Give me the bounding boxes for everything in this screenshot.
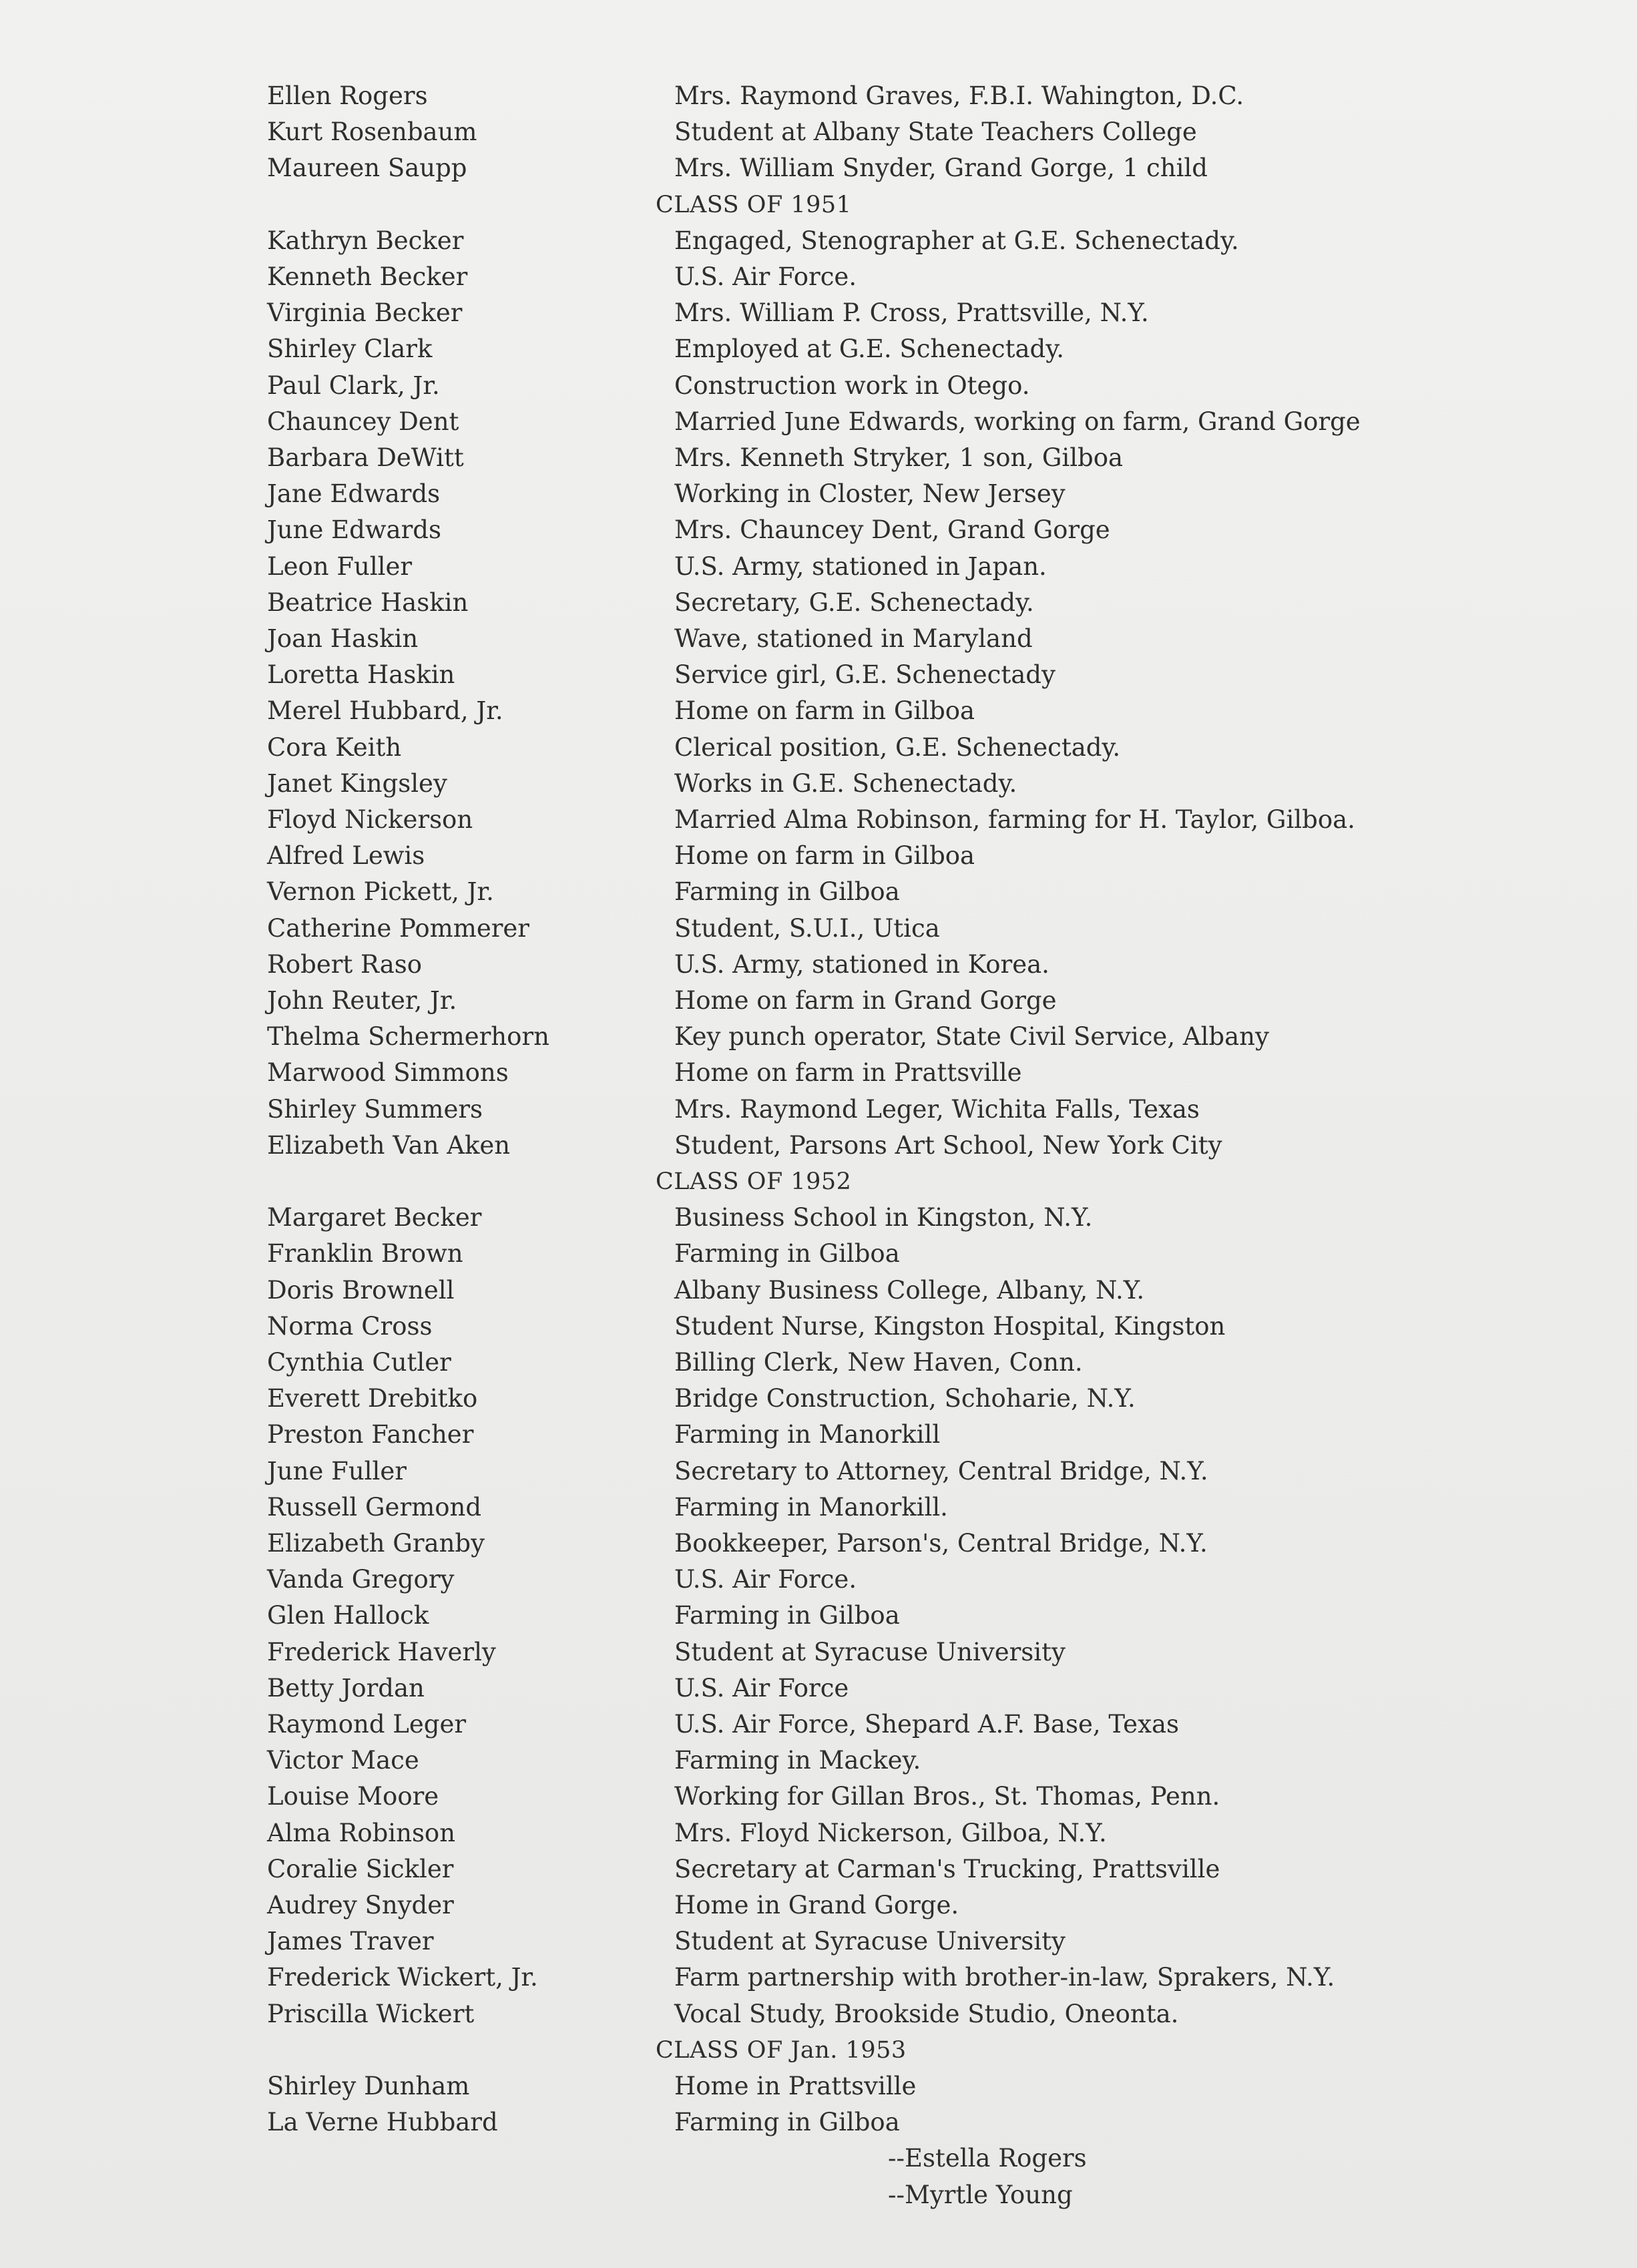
- graduate-name: Raymond Leger: [267, 1710, 467, 1739]
- graduate-status: Works in G.E. Schenectady.: [674, 768, 1017, 798]
- list-item: [0, 1200, 1637, 1236]
- graduate-name: Cora Keith: [267, 732, 402, 762]
- graduate-name: Franklin Brown: [267, 1239, 463, 1269]
- graduate-name: June Edwards: [267, 515, 441, 545]
- graduate-name: Leon Fuller: [267, 551, 413, 581]
- list-item: [0, 1923, 1637, 1960]
- graduate-status: Married June Edwards, working on farm, Grand Gorge: [674, 407, 1361, 436]
- graduate-name: Shirley Summers: [267, 1094, 483, 1124]
- graduate-name: Robert Raso: [267, 949, 423, 979]
- list-item: [0, 2104, 1637, 2140]
- graduate-status: U.S. Army, stationed in Korea.: [674, 949, 1049, 979]
- graduate-name: Victor Mace: [267, 1746, 419, 1775]
- list-item: [0, 404, 1637, 440]
- graduate-name: Merel Hubbard, Jr.: [267, 696, 503, 726]
- list-item: [0, 1490, 1637, 1526]
- list-item: [0, 1381, 1637, 1417]
- graduate-status: Secretary to Attorney, Central Bridge, N.Y.: [674, 1456, 1208, 1486]
- list-item: [0, 1345, 1637, 1381]
- graduate-status: Home in Grand Gorge.: [674, 1891, 959, 1919]
- graduate-status: Albany Business College, Albany, N.Y.: [674, 1275, 1145, 1305]
- list-item: [0, 730, 1637, 766]
- list-item: [0, 1670, 1637, 1707]
- list-item: [0, 549, 1637, 585]
- list-item: [0, 1273, 1637, 1309]
- graduate-name: Vernon Pickett, Jr.: [267, 877, 494, 907]
- list-item: [0, 1815, 1637, 1851]
- list-item: [0, 1453, 1637, 1490]
- graduate-status: Mrs. William Snyder, Grand Gorge, 1 child: [674, 154, 1208, 183]
- graduate-status: Employed at G.E. Schenectady.: [674, 334, 1064, 364]
- list-item: [0, 657, 1637, 693]
- graduate-status: Student, S.U.I., Utica: [674, 913, 940, 943]
- graduate-name: Margaret Becker: [267, 1203, 482, 1232]
- graduate-name: Shirley Clark: [267, 334, 433, 364]
- graduate-name: Catherine Pommerer: [267, 913, 529, 943]
- list-item: [0, 1055, 1637, 1091]
- graduate-status: U.S. Air Force.: [674, 1565, 857, 1594]
- graduate-status: Mrs. Raymond Graves, F.B.I. Wahington, D.C.: [674, 81, 1244, 110]
- graduate-name: Floyd Nickerson: [267, 805, 473, 834]
- list-item: [0, 1417, 1637, 1453]
- graduate-status: Mrs. William P. Cross, Prattsville, N.Y.: [674, 298, 1149, 328]
- graduate-name: Everett Drebitko: [267, 1384, 478, 1413]
- list-item: [0, 947, 1637, 983]
- graduate-name: Norma Cross: [267, 1311, 433, 1341]
- graduate-name: Frederick Wickert, Jr.: [267, 1963, 538, 1992]
- graduate-status: Student Nurse, Kingston Hospital, Kingston: [674, 1311, 1226, 1341]
- graduate-status: Farming in Gilboa: [674, 2108, 900, 2137]
- graduate-status: Service girl, G.E. Schenectady: [674, 660, 1056, 690]
- graduate-status: Secretary at Carman's Trucking, Prattsville: [674, 1854, 1220, 1883]
- graduate-status: Bookkeeper, Parson's, Central Bridge, N.Y.: [674, 1529, 1208, 1558]
- graduate-status: Home in Prattsville: [674, 2072, 917, 2100]
- list-item: [0, 585, 1637, 621]
- graduate-status: Mrs. Kenneth Stryker, 1 son, Gilboa: [674, 443, 1124, 472]
- graduate-name: June Fuller: [267, 1456, 407, 1486]
- list-item: [0, 2068, 1637, 2104]
- list-item: [0, 1996, 1637, 2032]
- graduate-name: Cynthia Cutler: [267, 1348, 451, 1377]
- graduate-status: Student at Syracuse University: [674, 1637, 1066, 1666]
- graduate-name: Elizabeth Granby: [267, 1529, 485, 1558]
- list-item: [0, 295, 1637, 331]
- list-item: [0, 78, 1637, 114]
- graduate-name: Virginia Becker: [267, 298, 463, 328]
- graduate-name: Maureen Saupp: [267, 154, 467, 183]
- list-item: [0, 802, 1637, 838]
- graduate-status: Home on farm in Grand Gorge: [674, 986, 1057, 1015]
- graduate-name: John Reuter, Jr.: [267, 986, 457, 1015]
- list-item: [0, 1526, 1637, 1562]
- list-item: [0, 766, 1637, 802]
- graduate-status: Key punch operator, State Civil Service, Albany: [674, 1022, 1269, 1052]
- graduate-name: Preston Fancher: [267, 1420, 474, 1449]
- graduate-name: Barbara DeWitt: [267, 443, 464, 472]
- list-item: [0, 693, 1637, 729]
- graduate-status: Engaged, Stenographer at G.E. Schenectady.: [674, 226, 1239, 255]
- graduate-status: Mrs. Floyd Nickerson, Gilboa, N.Y.: [674, 1818, 1107, 1847]
- graduate-name: Kenneth Becker: [267, 262, 468, 291]
- graduate-name: Priscilla Wickert: [267, 1999, 475, 2028]
- graduate-name: Joan Haskin: [267, 624, 419, 653]
- graduate-name: Doris Brownell: [267, 1275, 455, 1305]
- graduate-status: Working in Closter, New Jersey: [674, 479, 1066, 509]
- graduate-status: U.S. Army, stationed in Japan.: [674, 551, 1047, 581]
- graduate-status: Farming in Gilboa: [674, 877, 900, 907]
- list-item: [0, 1887, 1637, 1923]
- graduate-name: Louise Moore: [267, 1782, 439, 1811]
- graduate-name: Glen Hallock: [267, 1601, 429, 1630]
- list-item: [0, 874, 1637, 910]
- graduate-status: Mrs. Raymond Leger, Wichita Falls, Texas: [674, 1094, 1200, 1124]
- graduate-name: Elizabeth Van Aken: [267, 1130, 511, 1160]
- graduate-name: Thelma Schermerhorn: [267, 1022, 549, 1052]
- list-item: [0, 440, 1637, 476]
- list-item: [0, 1960, 1637, 1996]
- list-item: [0, 838, 1637, 874]
- list-item: [0, 1779, 1637, 1815]
- list-item: [0, 1128, 1637, 1164]
- graduate-status: Bridge Construction, Schoharie, N.Y.: [674, 1384, 1136, 1413]
- graduate-status: Student at Albany State Teachers College: [674, 118, 1197, 147]
- list-item: [0, 1598, 1637, 1634]
- graduate-status: Business School in Kingston, N.Y.: [674, 1203, 1093, 1232]
- graduate-status: Married Alma Robinson, farming for H. Taylor, Gilboa.: [674, 805, 1355, 834]
- graduate-status: Farming in Mackey.: [674, 1746, 921, 1775]
- graduate-status: Clerical position, G.E. Schenectady.: [674, 732, 1121, 762]
- graduate-status: U.S. Air Force.: [674, 262, 857, 291]
- graduate-name: Chauncey Dent: [267, 407, 459, 436]
- graduate-status: Home on farm in Prattsville: [674, 1058, 1022, 1088]
- graduate-name: Shirley Dunham: [267, 2072, 470, 2100]
- list-item: [0, 368, 1637, 404]
- list-item: [0, 1743, 1637, 1779]
- list-item: [0, 259, 1637, 295]
- graduate-name: Alma Robinson: [267, 1818, 456, 1847]
- graduate-status: U.S. Air Force, Shepard A.F. Base, Texas: [674, 1710, 1179, 1739]
- list-item: [0, 1634, 1637, 1670]
- list-item: [0, 983, 1637, 1019]
- list-item: [0, 331, 1637, 367]
- graduate-status: Student at Syracuse University: [674, 1927, 1066, 1956]
- list-item: [0, 1562, 1637, 1598]
- graduate-name: Kathryn Becker: [267, 226, 464, 255]
- list-item: [0, 1092, 1637, 1128]
- graduate-status: Home on farm in Gilboa: [674, 841, 975, 871]
- graduate-name: Kurt Rosenbaum: [267, 118, 477, 147]
- graduate-name: Loretta Haskin: [267, 660, 455, 690]
- graduate-name: Ellen Rogers: [267, 81, 428, 110]
- graduate-name: Alfred Lewis: [267, 841, 425, 871]
- class-heading: CLASS OF 1952: [656, 1168, 852, 1195]
- list-item: [0, 1236, 1637, 1272]
- graduate-status: Construction work in Otego.: [674, 371, 1030, 400]
- graduate-status: Farming in Gilboa: [674, 1601, 900, 1630]
- graduate-status: Vocal Study, Brookside Studio, Oneonta.: [674, 1999, 1179, 2028]
- list-item: [0, 1851, 1637, 1887]
- list-item: [0, 1707, 1637, 1743]
- list-item: [0, 911, 1637, 947]
- signature: --Myrtle Young: [888, 2180, 1073, 2209]
- graduate-status: Working for Gillan Bros., St. Thomas, Penn.: [674, 1782, 1220, 1811]
- graduate-name: Betty Jordan: [267, 1673, 425, 1703]
- graduate-status: Farming in Manorkill: [674, 1420, 941, 1449]
- list-item: [0, 223, 1637, 259]
- graduate-name: Audrey Snyder: [267, 1891, 454, 1919]
- list-item: [0, 1019, 1637, 1055]
- graduate-status: Farming in Manorkill.: [674, 1492, 948, 1522]
- list-item: [0, 621, 1637, 657]
- graduate-name: Frederick Haverly: [267, 1637, 496, 1666]
- graduate-status: Wave, stationed in Maryland: [674, 624, 1033, 653]
- graduate-name: Vanda Gregory: [267, 1565, 455, 1594]
- graduate-name: Janet Kingsley: [267, 768, 447, 798]
- class-heading: CLASS OF Jan. 1953: [656, 2036, 907, 2064]
- graduate-status: Mrs. Chauncey Dent, Grand Gorge: [674, 515, 1110, 545]
- graduate-name: Beatrice Haskin: [267, 588, 469, 617]
- graduate-status: Student, Parsons Art School, New York City: [674, 1130, 1222, 1160]
- graduate-name: Paul Clark, Jr.: [267, 371, 440, 400]
- graduate-status: Home on farm in Gilboa: [674, 696, 975, 726]
- signature: --Estella Rogers: [888, 2144, 1087, 2173]
- graduate-name: Jane Edwards: [267, 479, 441, 509]
- list-item: [0, 1309, 1637, 1345]
- list-item: [0, 150, 1637, 186]
- graduate-status: Billing Clerk, New Haven, Conn.: [674, 1348, 1083, 1377]
- graduate-name: Coralie Sickler: [267, 1854, 454, 1883]
- graduate-status: U.S. Air Force: [674, 1673, 849, 1703]
- graduate-name: Marwood Simmons: [267, 1058, 509, 1088]
- list-item: [0, 512, 1637, 548]
- graduate-name: La Verne Hubbard: [267, 2108, 498, 2137]
- graduate-status: Farming in Gilboa: [674, 1239, 900, 1269]
- list-item: [0, 476, 1637, 512]
- class-heading: CLASS OF 1951: [656, 191, 852, 218]
- graduate-name: Russell Germond: [267, 1492, 482, 1522]
- graduate-status: Farm partnership with brother-in-law, Sprakers, N.Y.: [674, 1963, 1335, 1992]
- graduate-status: Secretary, G.E. Schenectady.: [674, 588, 1034, 617]
- graduate-name: James Traver: [267, 1927, 434, 1956]
- list-item: [0, 114, 1637, 150]
